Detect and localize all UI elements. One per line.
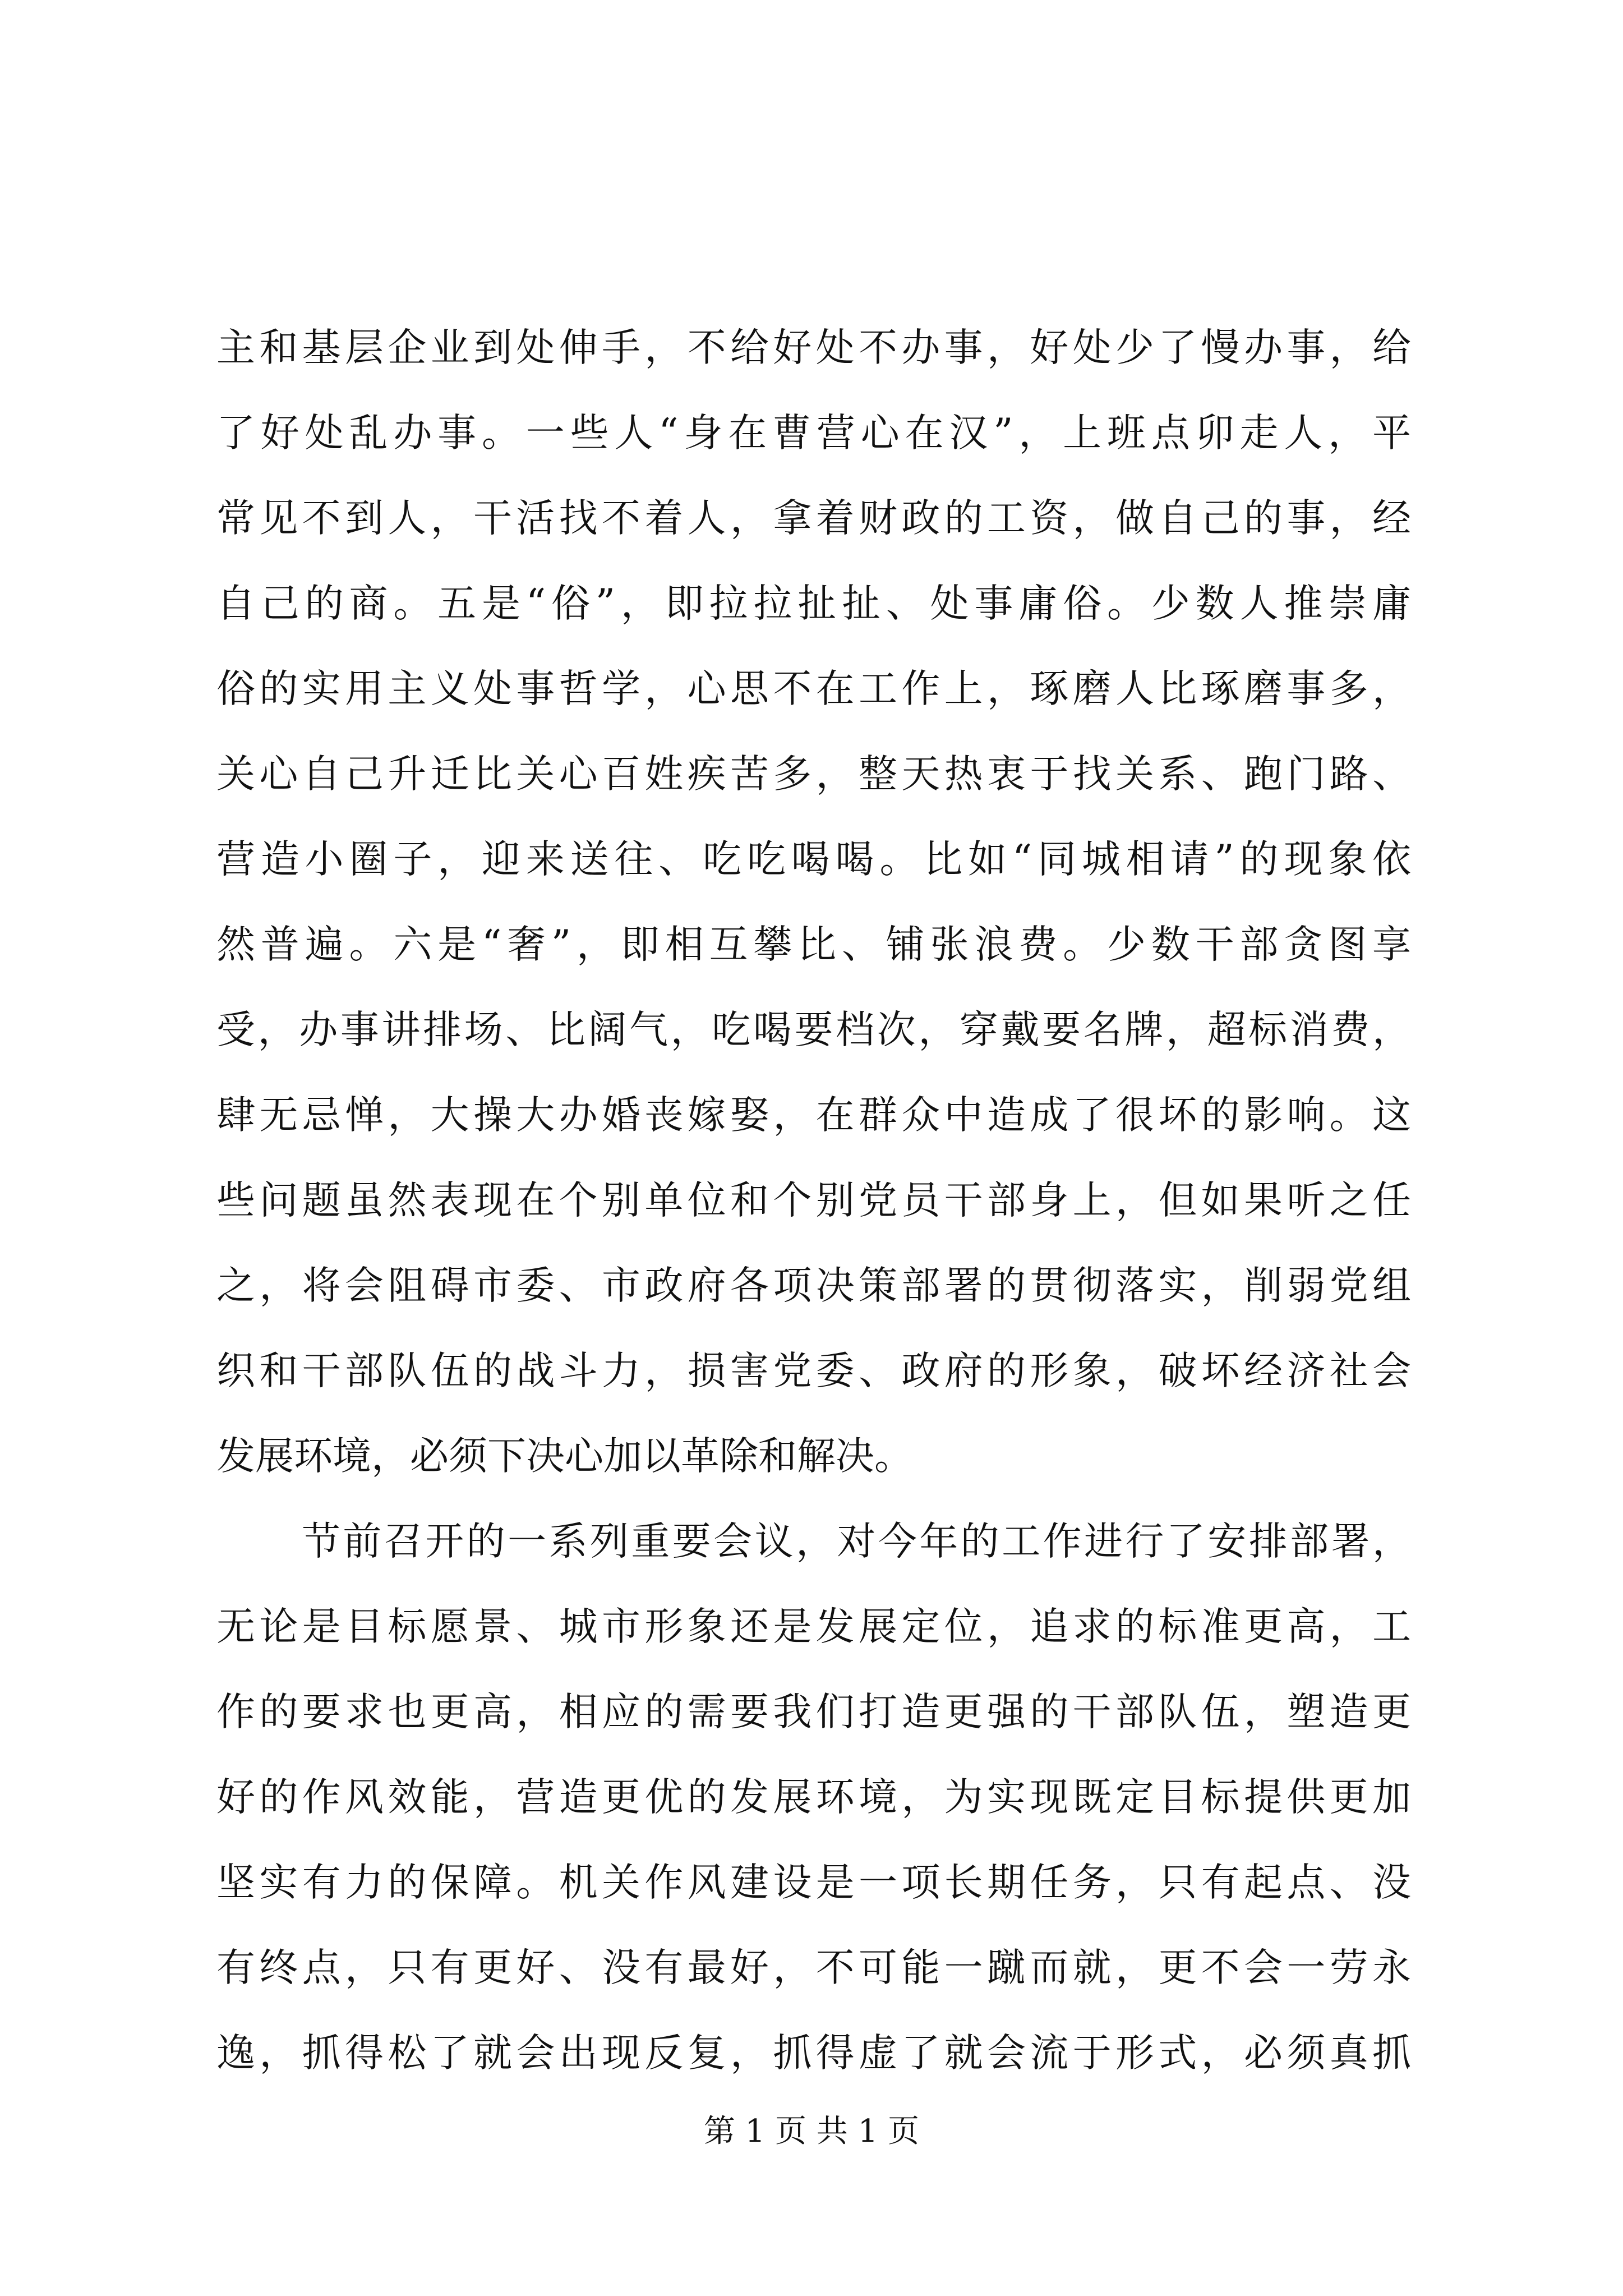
- paragraph-1-line-5: 俗的实用主义处事哲学，心思不在工作上，琢磨人比琢磨事多，: [216, 666, 1411, 711]
- paragraph-1-line-9: 受，办事讲排场、比阔气，吃喝要档次，穿戴要名牌，超标消费，: [216, 1007, 1411, 1052]
- paragraph-2-line-7: 逸，抓得松了就会出现反复，抓得虚了就会流于形式，必须真抓: [216, 2031, 1411, 2076]
- paragraph-1-line-13: 织和干部队伍的战斗力，损害党委、政府的形象，破坏经济社会: [216, 1349, 1411, 1393]
- paragraph-1-line-8: 然普遍。六是“奢”，即相互攀比、铺张浪费。少数干部贪图享: [216, 922, 1411, 967]
- paragraph-1-line-12: 之，将会阻碍市委、市政府各项决策部署的贯彻落实，削弱党组: [216, 1263, 1411, 1308]
- paragraph-1-line-10: 肆无忌惮，大操大办婚丧嫁娶，在群众中造成了很坏的影响。这: [216, 1093, 1411, 1138]
- paragraph-1-line-11: 些问题虽然表现在个别单位和个别党员干部身上，但如果听之任: [216, 1178, 1411, 1223]
- paragraph-2-line-4: 好的作风效能，营造更优的发展环境，为实现既定目标提供更加: [216, 1775, 1411, 1820]
- page-footer: 第 1 页 共 1 页: [703, 2113, 920, 2150]
- paragraph-2-line-5: 坚实有力的保障。机关作风建设是一项长期任务，只有起点、没: [216, 1860, 1411, 1905]
- paragraph-1-line-1: 主和基层企业到处伸手，不给好处不办事，好处少了慢办事，给: [216, 325, 1411, 370]
- paragraph-2-line-3: 作的要求也更高，相应的需要我们打造更强的干部队伍，塑造更: [216, 1690, 1411, 1734]
- paragraph-2-line-2: 无论是目标愿景、城市形象还是发展定位，追求的标准更高，工: [216, 1604, 1411, 1649]
- paragraph-1-line-14: 发展环境，必须下决心加以革除和解决。: [216, 1434, 913, 1479]
- paragraph-2-line-6: 有终点，只有更好、没有最好，不可能一蹴而就，更不会一劳永: [216, 1945, 1411, 1990]
- paragraph-1-line-4: 自己的商。五是“俗”，即拉拉扯扯、处事庸俗。少数人推崇庸: [216, 581, 1411, 626]
- paragraph-1-line-2: 了好处乱办事。一些人“身在曹营心在汉”，上班点卯走人，平: [216, 411, 1411, 455]
- paragraph-1-line-7: 营造小圈子，迎来送往、吃吃喝喝。比如“同城相请”的现象依: [216, 837, 1411, 882]
- paragraph-1-line-6: 关心自己升迁比关心百姓疾苦多，整天热衷于找关系、跑门路、: [216, 752, 1411, 797]
- paragraph-2-line-1: 节前召开的一系列重要会议，对今年的工作进行了安排部署，: [302, 1519, 1411, 1564]
- paragraph-1-line-3: 常见不到人，干活找不着人，拿着财政的工资，做自己的事，经: [216, 496, 1411, 541]
